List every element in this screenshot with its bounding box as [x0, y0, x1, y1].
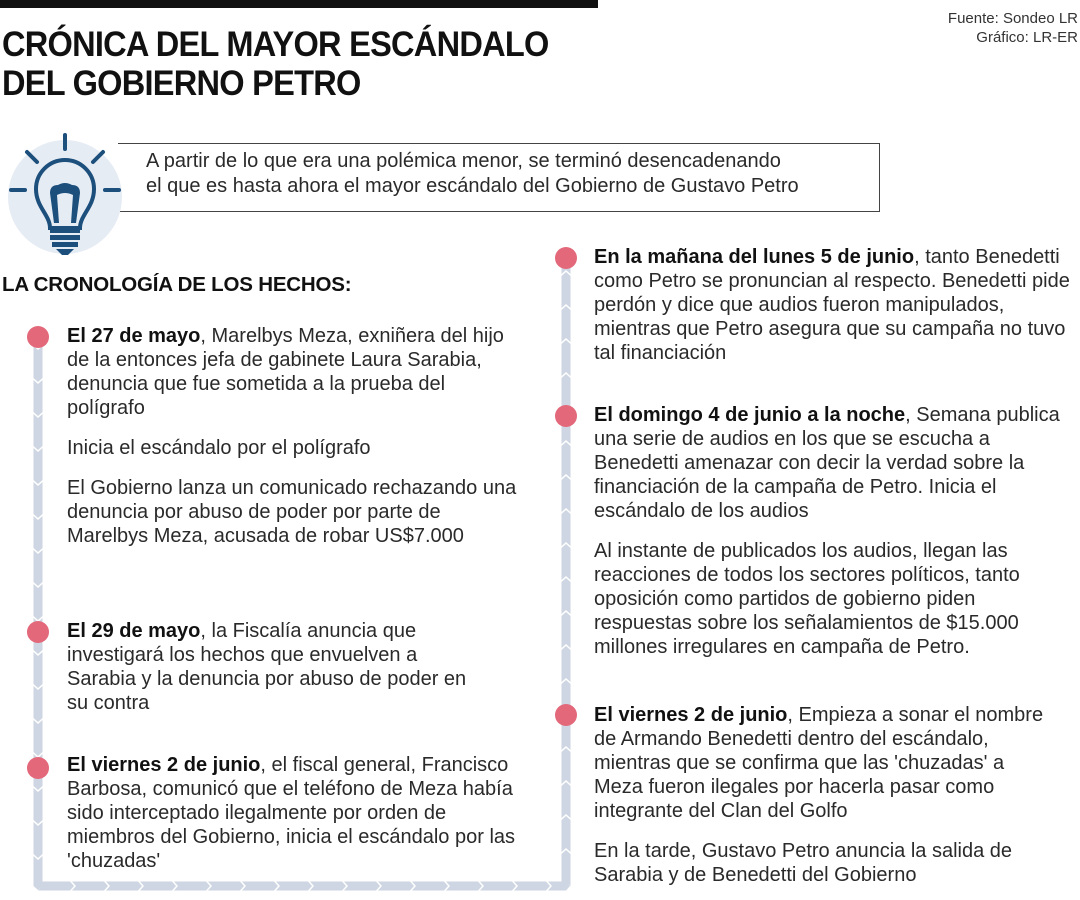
intro-line-1: A partir de lo que era una polémica menor, se terminó desencadenando: [146, 150, 781, 172]
timeline-segment: [562, 272, 571, 308]
event-note: El Gobierno lanza un comunicado rechazando una denuncia por abuso de poder por parte de Marelbys Meza, acusada de robar US$7.000: [67, 477, 517, 547]
event-date: El viernes 2 de junio: [67, 754, 261, 776]
timeline-segment: [480, 882, 516, 891]
timeline-segment: [208, 882, 244, 891]
event-date: El domingo 4 de junio a la noche: [594, 404, 906, 426]
event-note: Inicia el escándalo por el polígrafo: [67, 437, 371, 459]
timeline-segment: [562, 306, 571, 342]
event-text: , Marelbys Meza, exniñera del hijo de la entonces jefa de gabinete Laura Sarabia, denuncia que fue sometida a la prueba del polígrafo: [67, 325, 504, 419]
timeline-segment: [562, 544, 571, 580]
timeline-dot: [555, 704, 577, 726]
event-text: , el fiscal general, Francisco Barbosa, comunicó que el teléfono de Meza había sido interceptado ilegalmente por orden de miembros del Gobierno, inicia el escándalo por las 'chuzadas': [67, 754, 516, 872]
timeline-segment: [562, 442, 571, 478]
timeline-segment: [562, 782, 571, 818]
timeline-segment: [562, 476, 571, 512]
timeline-segment: [34, 822, 43, 858]
source-credit: Fuente: Sondeo LR: [947, 10, 1078, 27]
event-date: El 29 de mayo: [67, 620, 201, 642]
section-title: LA CRONOLOGÍA DE LOS HECHOS:: [2, 273, 352, 296]
event-june-2-benedetti: [594, 703, 1054, 887]
timeline-dot: [27, 757, 49, 779]
event-note: En la tarde, Gustavo Petro anuncia la salida de Sarabia y de Benedetti del Gobierno: [594, 840, 1013, 886]
graphic-credit: Gráfico: LR-ER: [976, 29, 1078, 46]
event-text: , Semana publica una serie de audios en los que se escucha a Benedetti amenazar con decir la verdad sobre la financiación de la campaña de Petro. Inicia el escándalo de los audios: [594, 404, 1060, 522]
timeline-segment: [344, 882, 380, 891]
timeline-segment: [562, 578, 571, 614]
timeline-segment: [34, 482, 43, 518]
event-june-4: [594, 403, 1064, 659]
timeline-segment: [106, 882, 142, 891]
timeline-dot: [555, 405, 577, 427]
timeline-segment: [310, 882, 346, 891]
event-may-29: [67, 619, 467, 715]
timeline-segment: [562, 510, 571, 546]
timeline-segment: [562, 850, 571, 886]
timeline-segment: [562, 646, 571, 682]
timeline-dot: [555, 247, 577, 269]
timeline-segment: [174, 882, 210, 891]
event-date: El viernes 2 de junio: [594, 704, 788, 726]
timeline-segment: [34, 788, 43, 824]
event-may-27: [67, 324, 517, 548]
timeline-segment: [514, 882, 550, 891]
timeline-segment: [140, 882, 176, 891]
title-line-1: CRÓNICA DEL MAYOR ESCÁNDALO: [2, 25, 549, 64]
timeline-segment: [34, 720, 43, 756]
event-june-5: [594, 245, 1080, 365]
timeline-dot: [27, 621, 49, 643]
timeline-segment: [562, 612, 571, 648]
timeline-segment: [34, 380, 43, 416]
timeline-segment: [38, 882, 74, 891]
event-text: , la Fiscalía anuncia que investigará los hechos que envuelven a Sarabia y la denuncia por abuso de poder en su contra: [67, 620, 467, 714]
timeline-segment: [72, 882, 108, 891]
timeline-segment: [34, 652, 43, 688]
event-note: Al instante de publicados los audios, llegan las reacciones de todos los sectores políticos, tanto oposición como partidos de gobierno piden respuestas sobre los señalamientos de $15.000 millones irregulares en campaña de Petro.: [594, 540, 1020, 658]
timeline-segment: [34, 686, 43, 722]
timeline-segment: [34, 516, 43, 552]
event-text: , tanto Benedetti como Petro se pronuncian al respecto. Benedetti pide perdón y dice que audios fueron manipulados, mientras que Petro asegura que su campaña no tuvo tal financiación: [594, 246, 1070, 364]
timeline-segment: [562, 340, 571, 376]
intro-line-2: el que es hasta ahora el mayor escándalo del Gobierno de Gustavo Petro: [146, 175, 799, 197]
event-date: El 27 de mayo: [67, 325, 201, 347]
timeline-dot: [27, 326, 49, 348]
title-line-2: DEL GOBIERNO PETRO: [2, 64, 361, 103]
timeline-segment: [242, 882, 278, 891]
event-date: En la mañana del lunes 5 de junio: [594, 246, 915, 268]
timeline-segment: [548, 882, 570, 891]
event-text: , Empieza a sonar el nombre de Armando Benedetti dentro del escándalo, mientras que se confirma que las 'chuzadas' a Meza fueron ilegales por hacerla pasar como integrante del Clan del Golfo: [594, 704, 1044, 822]
timeline-segment: [412, 882, 448, 891]
timeline-segment: [446, 882, 482, 891]
timeline-segment: [34, 584, 43, 620]
timeline-segment: [562, 748, 571, 784]
timeline-segment: [34, 448, 43, 484]
timeline-segment: [34, 550, 43, 586]
timeline-segment: [562, 816, 571, 852]
timeline-segment: [276, 882, 312, 891]
timeline-segment: [378, 882, 414, 891]
timeline-segment: [34, 414, 43, 450]
event-june-2-fiscal: [67, 753, 527, 873]
timeline-segment: [34, 346, 43, 382]
